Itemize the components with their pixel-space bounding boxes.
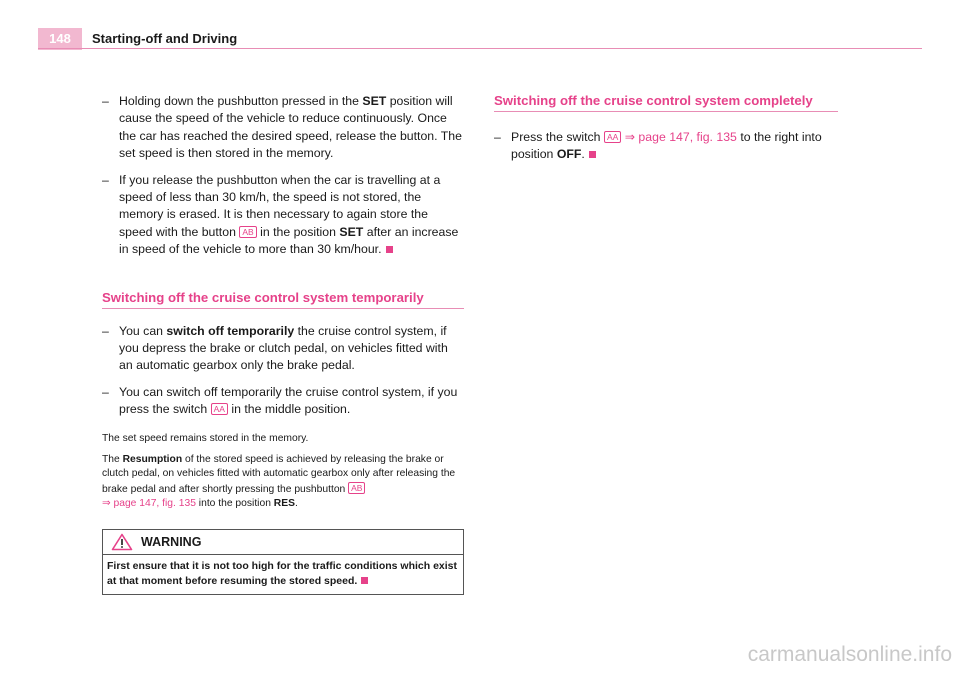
page-number: 148 <box>38 28 82 50</box>
bullet-switch-off-temporarily <box>102 323 464 375</box>
header-section-title: Starting-off and Driving <box>92 31 238 46</box>
right-column <box>494 93 838 173</box>
warning-box <box>102 529 464 595</box>
text: The <box>102 453 123 465</box>
end-of-section-marker <box>589 151 596 158</box>
text: in the middle position. <box>227 402 351 417</box>
warning-text <box>103 555 463 594</box>
warning-triangle-icon <box>111 533 133 551</box>
note-resumption <box>102 453 464 511</box>
text: of the stored speed is achieved by releasing the brake or clutch pedal, on vehicles fitted with automatic gearbox only after releasing the brake pedal and after shortly pressing the pushbutton <box>102 453 456 495</box>
set-label: SET <box>339 224 364 239</box>
text: after an increase in speed of the vehicle to more than 30 km/hour. <box>119 224 459 257</box>
page-reference-link[interactable]: ⇒ page 147, fig. 135 <box>621 130 737 144</box>
note-speed-stored: The set speed remains stored in the memory. <box>102 432 309 444</box>
text: the cruise control system, if you depress the brake or clutch pedal, on vehicles fitted with an automatic gearbox only the brake pedal. <box>119 323 448 373</box>
end-of-section-marker <box>386 246 393 253</box>
button-ab-badge: AB <box>348 482 365 494</box>
bullet-dash: – <box>494 130 501 144</box>
text: position will cause the speed of the vehicle to reduce continuously. Once the car has reached the desired speed, release the button. The set speed is then stored in the memory. <box>119 94 462 161</box>
bullet-dash: – <box>102 384 109 399</box>
bullet-dash: – <box>102 94 109 108</box>
section-title-temporarily: Switching off the cruise control system temporarily <box>102 290 464 309</box>
button-ab-badge: AB <box>239 226 256 238</box>
watermark-footer[interactable]: carmanualsonline.info <box>747 643 952 666</box>
text: into the position <box>195 497 274 509</box>
text: First ensure that it is not too high for the traffic conditions which exist at that moment before resuming the stored speed. <box>107 560 458 588</box>
emphasis: switch off temporarily <box>166 323 295 338</box>
bullet-middle-position <box>102 384 464 419</box>
text: You can switch off temporarily the cruise control system, if you press the switch <box>119 384 458 417</box>
emphasis: Resumption <box>122 453 183 465</box>
text: If you release the pushbutton when the car is travelling at a speed of less than 30 km/h, the speed is not stored, the memory is erased. It is then necessary to again store the speed with the button <box>119 172 441 239</box>
warning-header <box>103 530 463 555</box>
section-title-completely: Switching off the cruise control system completely <box>494 93 838 112</box>
text: Holding down the pushbutton pressed in the <box>119 94 363 108</box>
bullet-release-pushbutton <box>102 172 464 259</box>
page-reference-link[interactable]: ⇒ page 147, fig. 135 <box>102 497 196 509</box>
bullet-hold-set <box>102 93 464 163</box>
text: in the position <box>256 224 340 239</box>
text: . <box>294 497 298 509</box>
text: to the right into position <box>511 130 822 162</box>
bullet-press-switch-off <box>494 129 838 164</box>
res-label: RES <box>273 497 295 509</box>
text: You can <box>119 323 167 338</box>
left-column <box>102 93 464 595</box>
text: . <box>581 147 585 162</box>
bullet-dash: – <box>102 323 109 338</box>
end-of-section-marker <box>361 577 368 584</box>
bullet-dash: – <box>102 172 109 187</box>
text: Press the switch <box>511 130 604 144</box>
off-label: OFF <box>556 147 582 162</box>
switch-aa-badge: AA <box>604 131 621 143</box>
set-label: SET <box>362 94 387 108</box>
header-divider <box>38 48 922 49</box>
switch-aa-badge: AA <box>211 403 228 415</box>
warning-title: WARNING <box>141 535 202 550</box>
